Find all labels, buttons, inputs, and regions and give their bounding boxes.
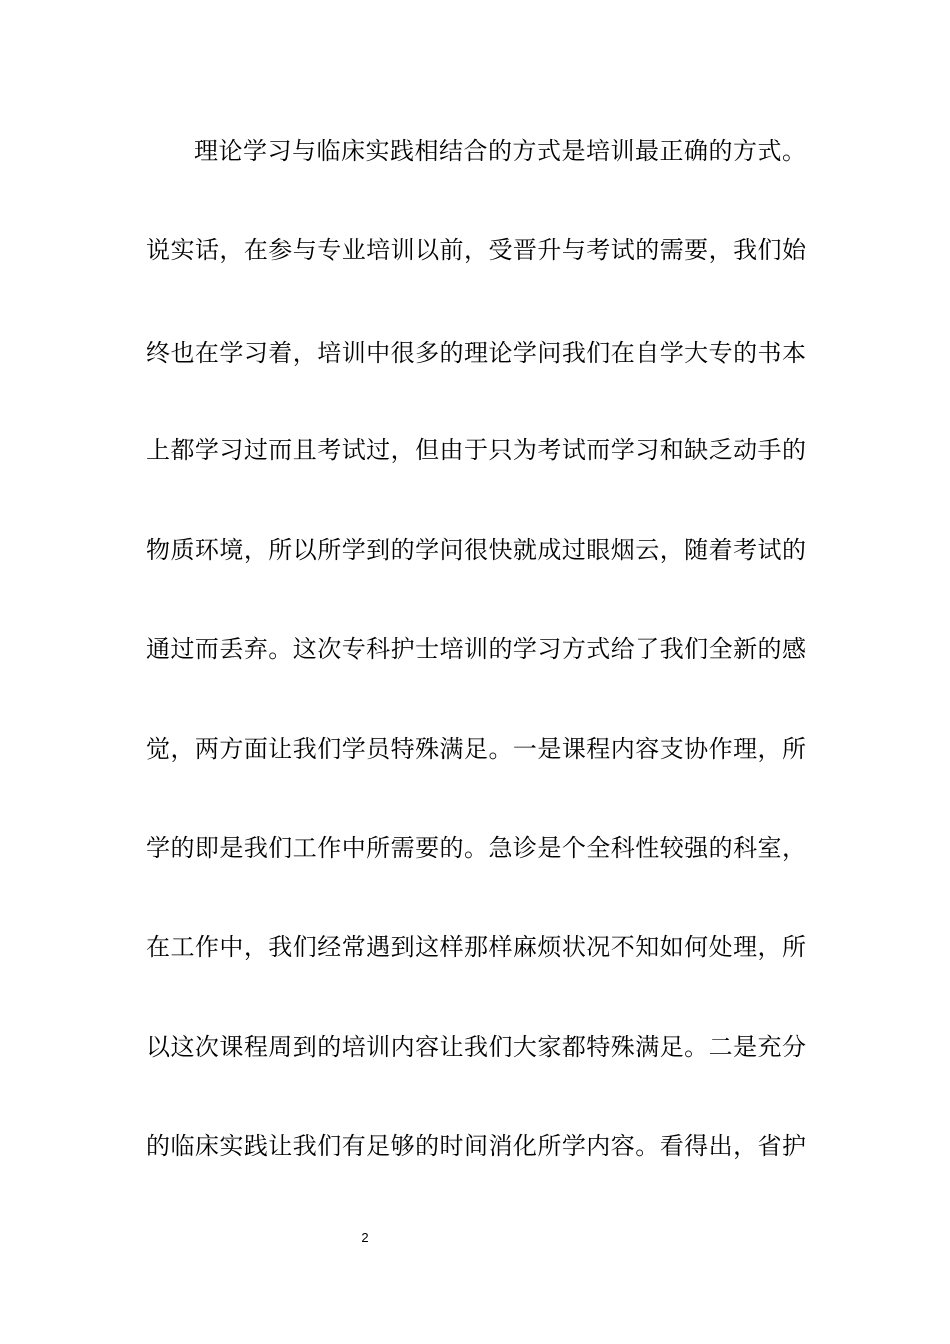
paragraph-line: 终也在学习着，培训中很多的理论学问我们在自学大专的书本 — [146, 339, 806, 367]
paragraph-line: 上都学习过而且考试过，但由于只为考试而学习和缺乏动手的 — [146, 436, 806, 464]
paragraph-line: 以这次课程周到的培训内容让我们大家都特殊满足。二是充分 — [146, 1033, 806, 1061]
paragraph-line: 物质环境，所以所学到的学问很快就成过眼烟云，随着考试的 — [146, 536, 806, 564]
paragraph-line: 学的即是我们工作中所需要的。急诊是个全科性较强的科室， — [146, 834, 806, 862]
paragraph-line: 说实话，在参与专业培训以前，受晋升与考试的需要，我们始 — [146, 236, 806, 264]
page-number: 2 — [361, 1230, 369, 1245]
paragraph-line: 在工作中，我们经常遇到这样那样麻烦状况不知如何处理，所 — [146, 933, 806, 961]
paragraph-line: 的临床实践让我们有足够的时间消化所学内容。看得出，省护 — [146, 1132, 806, 1160]
paragraph-line: 理论学习与临床实践相结合的方式是培训最正确的方式。 — [194, 137, 807, 165]
paragraph-line: 觉，两方面让我们学员特殊满足。一是课程内容支协作理，所 — [146, 735, 806, 763]
paragraph-line: 通过而丢弃。这次专科护士培训的学习方式给了我们全新的感 — [146, 635, 806, 663]
